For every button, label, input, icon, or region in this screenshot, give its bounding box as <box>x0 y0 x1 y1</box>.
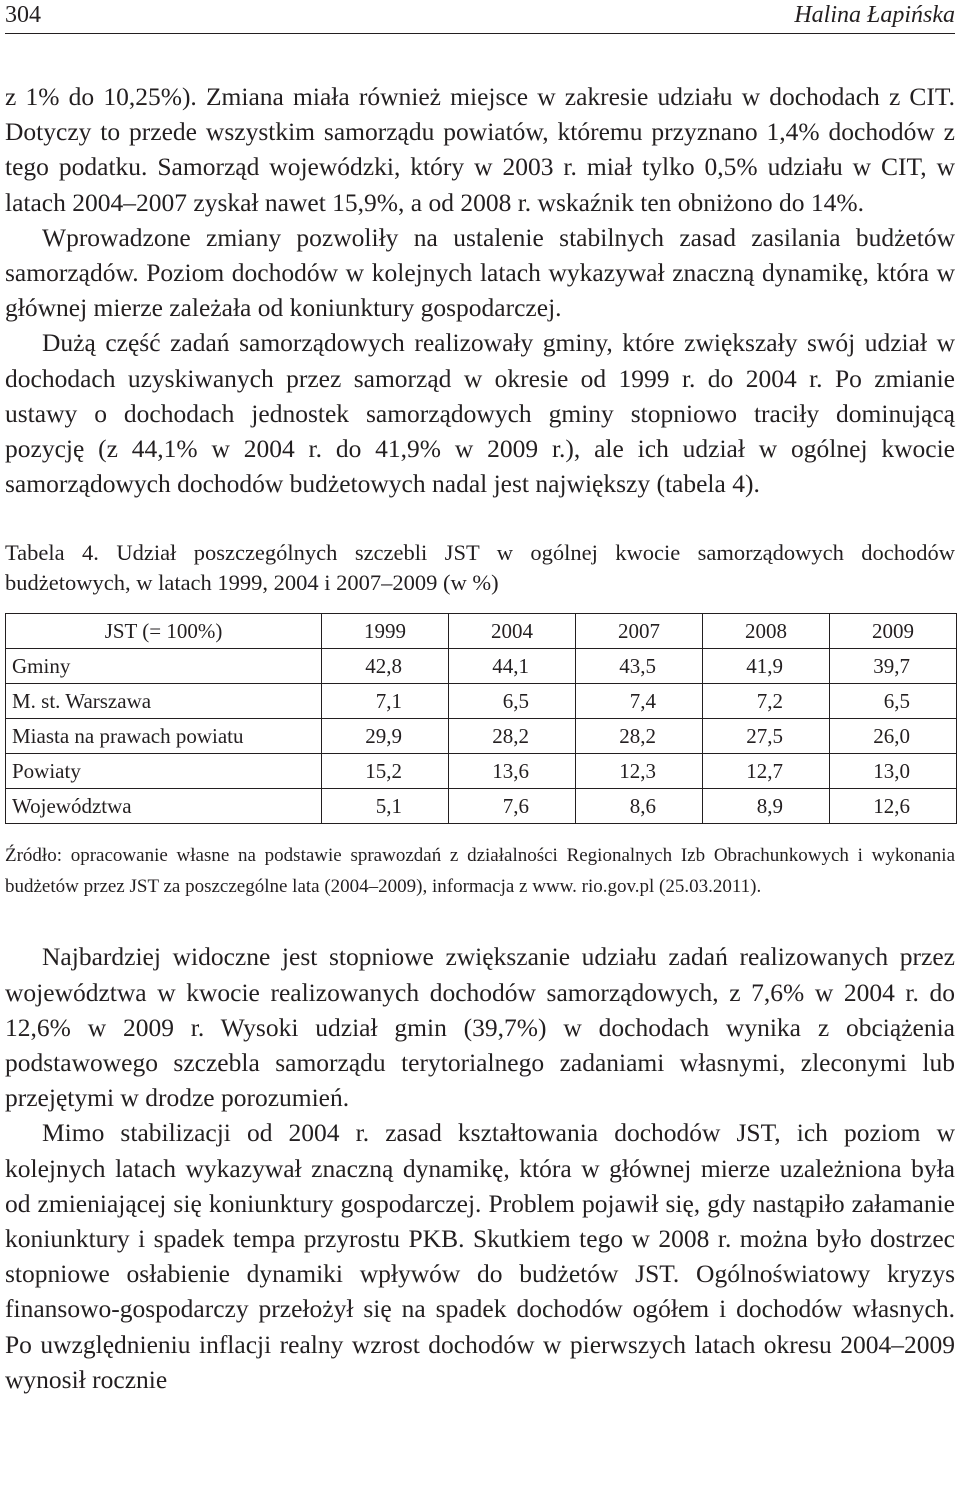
table-cell: 26,0 <box>830 719 957 754</box>
table-cell: 7,1 <box>322 684 449 719</box>
column-header: 1999 <box>322 614 449 649</box>
table-cell: 15,2 <box>322 754 449 789</box>
table-cell: 28,2 <box>576 719 703 754</box>
column-header: 2008 <box>703 614 830 649</box>
table-cell: 13,6 <box>449 754 576 789</box>
paragraph: Dużą część zadań samorządowych realizowały gminy, które zwiększały swój udział w dochodach uzyskiwanych przez samorząd w okresie od 1999 r. do 2004 r. Po zmianie ustawy o dochodach jednostek samorządowych gminy stopniowo traciły dominującą pozycję (z 44,1% w 2004 r. do 41,9% w 2009 r.), ale ich udział w ogólnej kwocie samorządowych dochodów budżetowych nadal jest największy (tabela 4). <box>5 328 955 499</box>
table-cell: 6,5 <box>449 684 576 719</box>
table-cell: 8,9 <box>703 789 830 824</box>
data-table <box>5 613 957 824</box>
table-row <box>6 719 957 754</box>
row-label: Miasta na prawach powiatu <box>6 719 322 754</box>
table-row <box>6 649 957 684</box>
table-cell: 12,3 <box>576 754 703 789</box>
table-cell: 7,2 <box>703 684 830 719</box>
table-caption: Tabela 4. Udział poszczególnych szczebli JST w ogólnej kwocie samorządowych dochodów budżetowych, w latach 1999, 2004 i 2007–2009 (w %) <box>5 540 955 596</box>
column-header: 2004 <box>449 614 576 649</box>
table-row <box>6 754 957 789</box>
table-cell: 29,9 <box>322 719 449 754</box>
row-label: Gminy <box>6 649 322 684</box>
body-text-top <box>5 79 955 501</box>
table-cell: 13,0 <box>830 754 957 789</box>
table-cell: 44,1 <box>449 649 576 684</box>
table-cell: 6,5 <box>830 684 957 719</box>
table-cell: 43,5 <box>576 649 703 684</box>
column-header: JST (= 100%) <box>6 614 322 649</box>
table-header-row <box>6 614 957 649</box>
column-header: 2009 <box>830 614 957 649</box>
table-cell: 42,8 <box>322 649 449 684</box>
table-cell: 7,4 <box>576 684 703 719</box>
paragraph: Wprowadzone zmiany pozwoliły na ustalenie stabilnych zasad zasilania budżetów samorządów. Poziom dochodów w kolejnych latach wykazywał znaczną dynamikę, która w głównej mierze zależała od koniunktury gospodarczej. <box>5 222 955 323</box>
table-cell: 27,5 <box>703 719 830 754</box>
table-row <box>6 684 957 719</box>
table-cell: 12,7 <box>703 754 830 789</box>
paragraph: Najbardziej widoczne jest stopniowe zwiększanie udziału zadań realizowanych przez województwa w kwocie realizowanych dochodów samorządowych, z 7,6% w 2004 r. do 12,6% w 2009 r. Wysoki udział gmin (39,7%) w dochodach wynika z obciążenia podstawowego szczebla samorządu terytorialnego zadaniami własnymi, zleconymi lub przejętymi w drodze porozumień. <box>5 942 955 1113</box>
table-cell: 5,1 <box>322 789 449 824</box>
row-label: Powiaty <box>6 754 322 789</box>
table-cell: 28,2 <box>449 719 576 754</box>
document-page <box>5 0 955 1397</box>
table-cell: 7,6 <box>449 789 576 824</box>
running-author: Halina Łapińska <box>794 2 955 28</box>
row-label: M. st. Warszawa <box>6 684 322 719</box>
row-label: Województwa <box>6 789 322 824</box>
paragraph: z 1% do 10,25%). Zmiana miała również miejsce w zakresie udziału w dochodach z CIT. Dotyczy to przede wszystkim samorządu powiatów, któremu przyznano 1,4% dochodów z tego podatku. Samorząd wojewódzki, który w 2003 r. miał tylko 0,5% udziału w CIT, w latach 2004–2007 zyskał nawet 15,9%, a od 2008 r. wskaźnik ten obniżono do 14%. <box>5 82 955 217</box>
page-number: 304 <box>5 2 41 28</box>
table-row <box>6 789 957 824</box>
body-text-bottom <box>5 939 955 1397</box>
table-cell: 41,9 <box>703 649 830 684</box>
column-header: 2007 <box>576 614 703 649</box>
table-cell: 8,6 <box>576 789 703 824</box>
table-cell: 39,7 <box>830 649 957 684</box>
table-source-note: Źródło: opracowanie własne na podstawie sprawozdań z działalności Regionalnych Izb Obrachunkowych i wykonania budżetów przez JST za poszczególne lata (2004–2009), informacja z www. rio.gov.pl (25.03.2011). <box>5 845 955 898</box>
running-header <box>5 0 955 34</box>
paragraph: Mimo stabilizacji od 2004 r. zasad kształtowania dochodów JST, ich poziom w kolejnych latach wykazywał znaczną dynamikę, która w głównej mierze uzależniona była od zmieniającej się koniunktury gospodarczej. Problem pojawił się, gdy nastąpiło załamanie koniunktury i spadek tempa przyrostu PKB. Skutkiem tego w 2008 r. można było dostrzec stopniowe osłabienie dynamiki wpływów do budżetów JST. Ogólnoświatowy kryzys finansowo-gospodarczy przełożył się na spadek dochodów ogółem i dochodów własnych. Po uwzględnieniu inflacji realny wzrost dochodów w pierwszych latach okresu 2004–2009 wynosił rocznie <box>5 1118 955 1394</box>
table-cell: 12,6 <box>830 789 957 824</box>
